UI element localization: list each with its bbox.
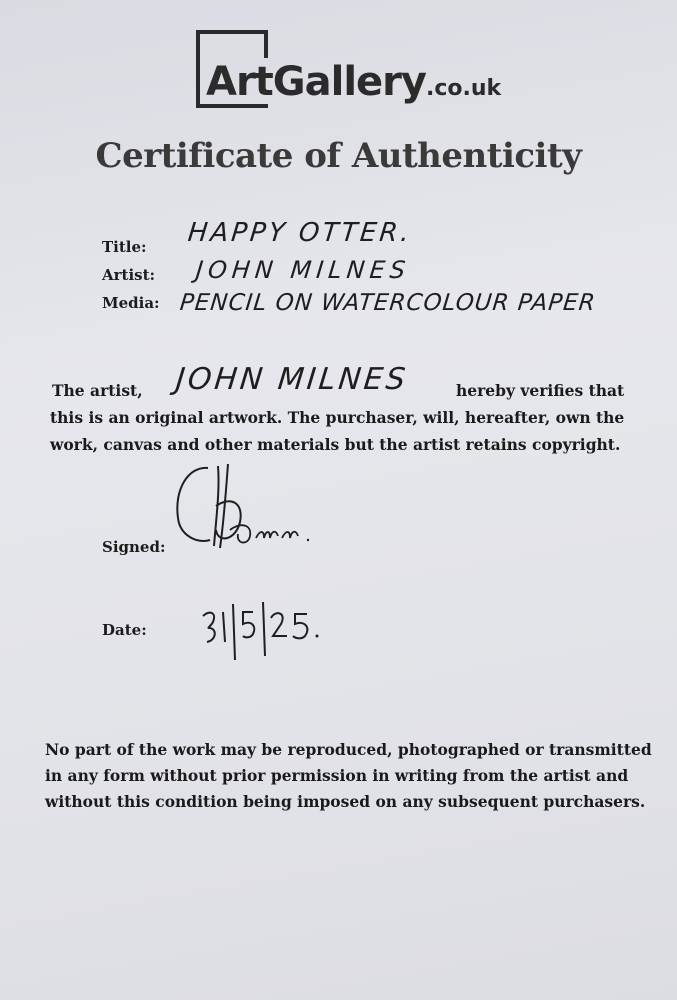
artist-label: Artist: [102,266,156,284]
signed-label: Signed: [102,538,166,556]
date-value-text: 31/5/25. [195,598,200,599]
artist-value: JOHN MILNES [194,256,412,284]
signature-scribble [170,460,340,560]
statement-line-2: this is an original artwork. The purchaser, will, hereafter, own the [50,408,625,427]
date-label: Date: [102,621,147,639]
title-value: HAPPY OTTER. [186,218,414,248]
statement-prefix: The artist, [52,381,143,400]
footer-line-2: in any form without prior permission in writing from the artist and [45,766,629,785]
media-label: Media: [102,294,160,312]
footer-line-1: No part of the work may be reproduced, photographed or transmitted [45,740,652,759]
logo-main-text: ArtGallery [206,59,426,105]
statement-artist-handwritten: JOHN MILNES [174,362,410,397]
media-value: PENCIL ON WATERCOLOUR PAPER [178,290,598,316]
artgallery-logo [196,28,516,118]
statement-suffix: hereby verifies that [456,381,625,400]
logo-suffix-text: .co.uk [425,76,502,101]
statement-line-3: work, canvas and other materials but the artist retains copyright. [50,435,621,454]
footer-line-3: without this condition being imposed on any subsequent purchasers. [45,792,646,811]
title-label: Title: [102,238,147,256]
date-value [195,598,330,666]
page-title: Certificate of Authenticity [95,136,582,176]
